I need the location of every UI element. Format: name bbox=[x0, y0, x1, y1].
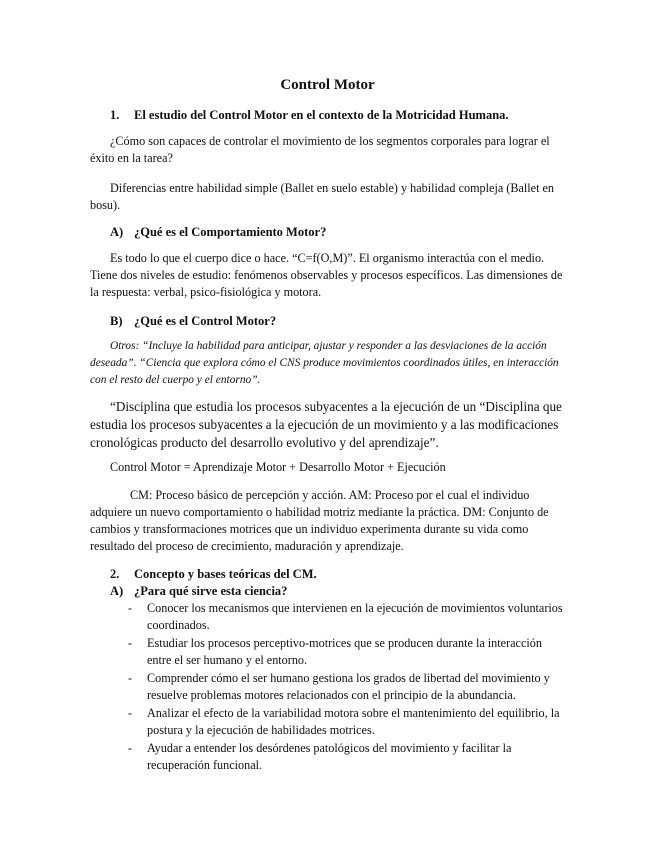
subsection-title: ¿Qué es el Comportamiento Motor? bbox=[134, 225, 327, 239]
list-item-text: Conocer los mecanismos que intervienen en la ejecución de movimientos voluntarios coordinados. bbox=[147, 601, 563, 632]
subsection-letter: B) bbox=[110, 314, 123, 328]
section-title: El estudio del Control Motor en el contexto de la Motricidad Humana. bbox=[134, 108, 509, 122]
list-item-text: Estudiar los procesos perceptivo-motrices que se producen durante la interacción entre el ser humano y el entorno. bbox=[147, 636, 542, 667]
subsection-b-heading bbox=[90, 313, 566, 330]
list-item bbox=[90, 705, 566, 739]
bullet-list bbox=[90, 600, 566, 775]
subsection-a-heading bbox=[90, 224, 566, 241]
dash-bullet: - bbox=[128, 601, 133, 615]
paragraph: CM: Proceso básico de percepción y acción. AM: Proceso por el cual el individuo adquiere un nuevo comportamiento o habilidad motriz mediante la práctica. DM: Conjunto de cambios y transformaciones motrices que un individuo experimenta durante su vida como resultado del proceso de crecimiento, maduración y aprendizaje. bbox=[90, 488, 549, 553]
list-item bbox=[90, 600, 566, 634]
section-number: 2. bbox=[110, 567, 120, 581]
section-number: 1. bbox=[110, 108, 120, 122]
list-item bbox=[90, 670, 566, 704]
list-item bbox=[90, 635, 566, 669]
section-2-heading bbox=[90, 566, 566, 583]
list-item bbox=[90, 740, 566, 774]
subsection-title: ¿Para qué sirve esta ciencia? bbox=[134, 584, 288, 598]
section-title: Concepto y bases teóricas del CM. bbox=[134, 567, 317, 581]
dash-bullet: - bbox=[128, 636, 133, 650]
dash-bullet: - bbox=[128, 671, 133, 685]
formula-line: Control Motor = Aprendizaje Motor + Desarrollo Motor + Ejecución bbox=[110, 460, 446, 474]
paragraph: Es todo lo que el cuerpo dice o hace. “C=f(O,M)”. El organismo interactúa con el medio. Tiene dos niveles de estudio: fenómenos observables y procesos específicos. Las dimensiones de la respuesta: verbal, psico-fisiológica y motora. bbox=[90, 251, 563, 299]
subsection-letter: A) bbox=[110, 225, 124, 239]
italic-quote-paragraph: Otros: “Incluye la habilidad para anticipar, ajustar y responder a las desviaciones de la acción deseada”. “Ciencia que explora cómo el CNS produce movimientos coordinados útiles, en interacción con el resto del cuerpo y el entorno”. bbox=[90, 340, 559, 386]
subsection-a2-heading bbox=[90, 583, 566, 600]
list-item-text: Ayudar a entender los desórdenes patológicos del movimiento y facilitar la recuperación funcional. bbox=[147, 741, 512, 772]
list-item-text: Comprender cómo el ser humano gestiona los grados de libertad del movimiento y resuelve problemas motores relacionados con el principio de la abundancia. bbox=[147, 671, 550, 702]
list-item-text: Analizar el efecto de la variabilidad motora sobre el mantenimiento del equilibrio, la postura y la ejecución de habilidades motrices. bbox=[147, 706, 560, 737]
subsection-letter: A) bbox=[110, 584, 124, 598]
page-title: Control Motor bbox=[280, 77, 375, 93]
definition-paragraph: “Disciplina que estudia los procesos subyacentes a la ejecución de un “Disciplina que estudia los procesos subyacentes a la ejecución de un movimiento y a las modificaciones cronológicas producto del desarrollo evolutivo y del aprendizaje”. bbox=[90, 399, 562, 450]
section-1-heading bbox=[90, 107, 566, 124]
paragraph: Diferencias entre habilidad simple (Ballet en suelo estable) y habilidad compleja (Ballet en bosu). bbox=[90, 181, 555, 212]
dash-bullet: - bbox=[128, 706, 133, 720]
subsection-title: ¿Qué es el Control Motor? bbox=[134, 314, 277, 328]
dash-bullet: - bbox=[128, 741, 133, 755]
paragraph: ¿Cómo son capaces de controlar el movimiento de los segmentos corporales para lograr el éxito en la tarea? bbox=[90, 134, 550, 165]
